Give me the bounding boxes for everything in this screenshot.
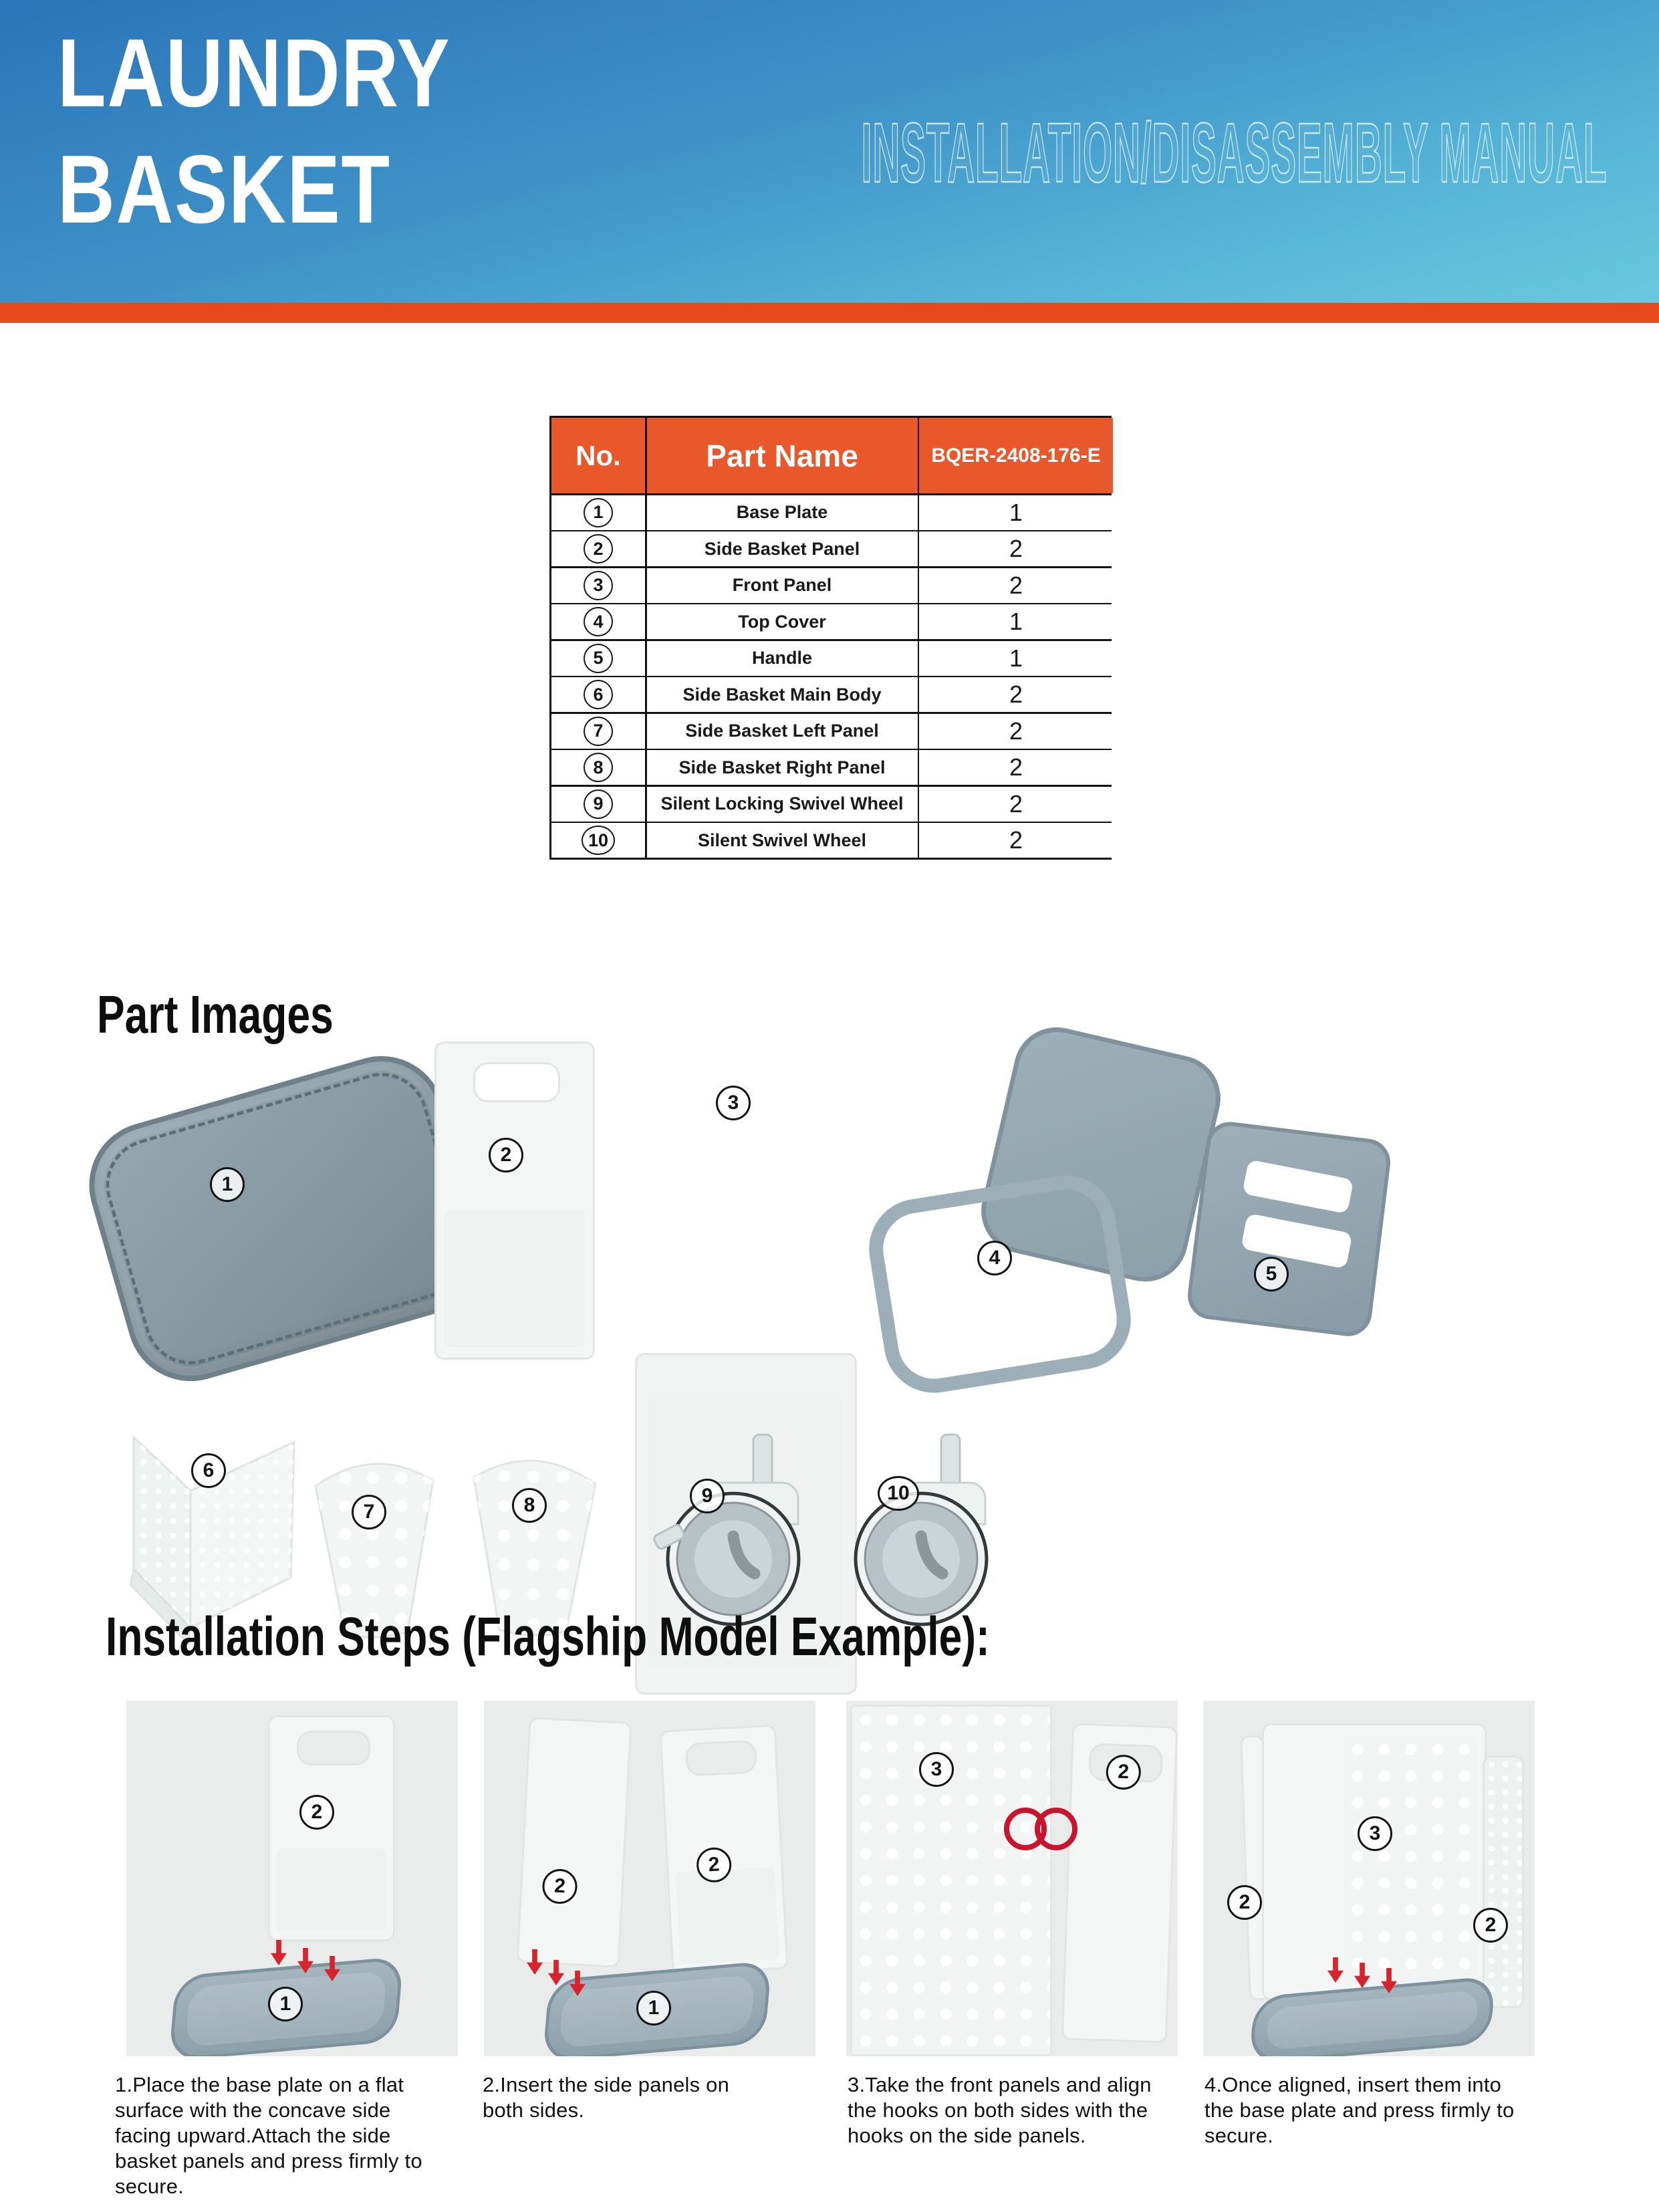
circled-number: 1: [584, 498, 613, 527]
watermark-subtitle: INSTALLATION/DISASSEMBLY MANUAL: [861, 106, 1607, 200]
side-panel-illustration: [1061, 1723, 1178, 2043]
table-row-name: Front Panel: [647, 568, 918, 603]
circled-number: 6: [584, 680, 613, 709]
table-row-qty: 2: [919, 531, 1113, 566]
table-row-no: [551, 568, 645, 603]
table-row-name: Side Basket Left Panel: [647, 714, 918, 749]
table-header-model: BQER-2408-176-E: [919, 418, 1113, 493]
part-label-9: 9: [690, 1479, 725, 1513]
part-image-handle: [1196, 1130, 1390, 1337]
perforation-area: [1344, 1736, 1477, 1987]
step-part-label: 2: [1106, 1754, 1142, 1790]
perforation-area: [676, 1867, 779, 1965]
down-arrow-icon: [271, 1940, 287, 1965]
part-label-4: 4: [977, 1241, 1012, 1275]
circled-number: 8: [584, 753, 613, 782]
handle-cutout: [297, 1731, 370, 1765]
step-2-caption: 2.Insert the side panels on both sides.: [483, 2073, 730, 2122]
step-1-figure: [126, 1701, 458, 2056]
part-label-2: 2: [489, 1138, 523, 1173]
perforation-area: [444, 1211, 585, 1347]
part-label-7: 7: [352, 1495, 386, 1529]
accent-divider: [0, 303, 1659, 323]
part-label-1: 1: [210, 1167, 245, 1202]
part-image-top-cover: [876, 1039, 1217, 1360]
table-row-qty: 2: [919, 568, 1113, 603]
table-row-no: [551, 677, 645, 712]
circled-number: 5: [584, 644, 613, 673]
circled-number: 4: [584, 607, 613, 636]
top-cover-frame: [862, 1169, 1138, 1400]
table-row-qty: 1: [919, 604, 1113, 639]
table-row-name: Side Basket Main Body: [647, 677, 918, 712]
step-part-label: 1: [268, 1987, 303, 2021]
step-part-label: 2: [541, 1868, 578, 1905]
table-row-no: [551, 750, 645, 785]
part-label-5: 5: [1254, 1257, 1289, 1292]
perforation-area: [277, 1848, 386, 1931]
part-label-8: 8: [512, 1488, 547, 1523]
side-panel-illustration: [1483, 1755, 1524, 2008]
side-panel-illustration: [660, 1725, 789, 1975]
step-part-label: 3: [1358, 1816, 1392, 1851]
table-row-name: Silent Locking Swivel Wheel: [647, 787, 918, 822]
table-header-name: Part Name: [647, 418, 918, 493]
table-row-name: Silent Swivel Wheel: [647, 823, 918, 858]
table-row-qty: 2: [919, 823, 1113, 858]
table-row-qty: 2: [919, 677, 1113, 712]
handle-slot: [1242, 1159, 1354, 1214]
step-1-caption: 1.Place the base plate on a flat surface with the concave side facing upward.Attach the side basket panels and press firmly to secure.: [115, 2073, 422, 2198]
circled-number: 10: [582, 826, 615, 855]
table-row-qty: 1: [919, 641, 1113, 676]
handle-shape: [1185, 1119, 1393, 1339]
step-3-caption: 3.Take the front panels and align the hooks on both sides with the hooks on the side panels.: [848, 2073, 1152, 2147]
table-row-qty: 2: [919, 750, 1113, 785]
table-row-name: Base Plate: [647, 495, 918, 530]
table-row-qty: 2: [919, 714, 1113, 749]
side-panel-illustration: [516, 1717, 632, 1968]
table-row-name: Side Basket Right Panel: [647, 750, 918, 785]
hero-banner: [0, 0, 1659, 303]
part-label-10: 10: [878, 1476, 919, 1511]
front-panel-illustration: [850, 1705, 1052, 2056]
front-panel-illustration: [1262, 1723, 1487, 2000]
step-part-label: 2: [1227, 1885, 1262, 1920]
circled-number: 7: [584, 717, 613, 746]
table-row-no: [551, 714, 645, 749]
step-part-label: 2: [299, 1795, 334, 1830]
table-row-no: [551, 495, 645, 530]
installation-steps-heading: Installation Steps (Flagship Model Example):: [106, 1606, 990, 1667]
circled-number: 9: [584, 789, 613, 819]
handle-slot: [1241, 1213, 1352, 1269]
table-row-name: Side Basket Panel: [647, 531, 918, 566]
table-row-name: Top Cover: [647, 604, 918, 639]
handle-cutout: [473, 1062, 560, 1102]
page-title-line2: BASKET: [57, 135, 391, 243]
step-part-label: 2: [1473, 1908, 1508, 1943]
circled-number: 3: [584, 571, 613, 600]
parts-table: [549, 416, 1112, 860]
page-title: [57, 15, 451, 247]
part-label-3: 3: [716, 1086, 751, 1120]
step-3-figure: [846, 1701, 1178, 2056]
table-row-qty: 2: [919, 787, 1113, 822]
step-4-figure: [1203, 1701, 1535, 2056]
part-images-heading: Part Images: [97, 985, 334, 1044]
part-image-swivel-wheel: [842, 1431, 1003, 1634]
part-image-side-basket-panel: [434, 1041, 595, 1360]
circled-number: 2: [584, 534, 613, 564]
table-row-no: [551, 531, 645, 566]
table-row-qty: 1: [919, 495, 1113, 530]
table-row-no: [551, 604, 645, 639]
table-row-no: [551, 823, 645, 858]
part-image-locking-swivel-wheel: [652, 1431, 819, 1634]
side-panel-illustration: [268, 1715, 395, 1941]
step-part-label: 3: [919, 1752, 954, 1787]
step-part-label: 2: [696, 1846, 733, 1883]
table-header-no: No.: [551, 418, 645, 493]
handle-cutout: [685, 1739, 757, 1776]
page-title-line1: LAUNDRY: [57, 19, 451, 127]
hook-highlight-ring: [1035, 1808, 1077, 1850]
part-label-6: 6: [191, 1453, 226, 1488]
step-4-caption: 4.Once aligned, insert them into the base plate and press firmly to secure.: [1204, 2073, 1515, 2147]
step-2-figure: [484, 1701, 815, 2056]
table-row-no: [551, 641, 645, 676]
table-row-name: Handle: [647, 641, 918, 676]
table-row-no: [551, 787, 645, 822]
step-part-label: 1: [636, 1991, 671, 2025]
